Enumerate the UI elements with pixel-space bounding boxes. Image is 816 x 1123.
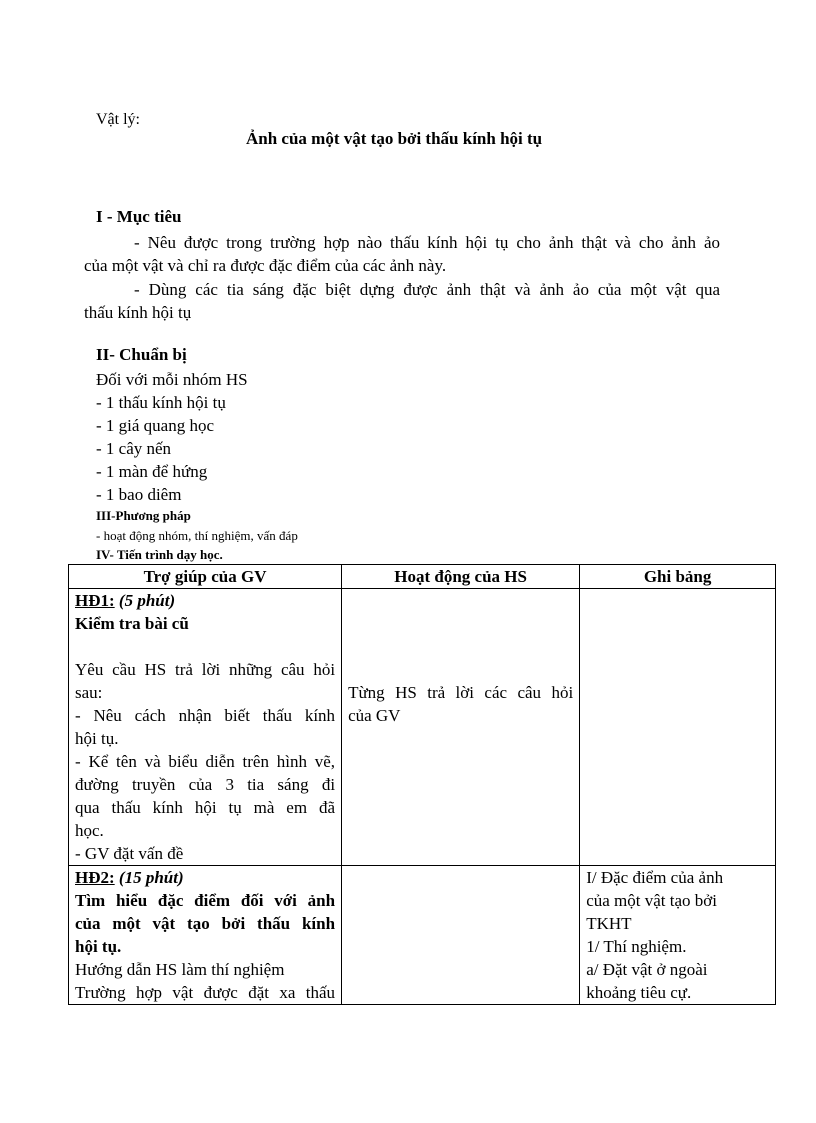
header-gv: Trợ giúp của GV — [69, 565, 342, 589]
section1-para2-line1: - Dùng các tia sáng đặc biệt dựng được ảnh thật và ảnh ảo của một vật qua — [134, 280, 720, 299]
table-row — [69, 866, 776, 1005]
row1-gv-line: đường truyền của 3 tia sáng đi — [75, 775, 336, 794]
row2-subtitle-line: hội tụ. — [75, 937, 122, 956]
row2-board-line: I/ Đặc điểm của ảnh — [586, 868, 724, 887]
prep-item: - 1 màn để hứng — [96, 462, 208, 481]
row1-board-cell — [580, 589, 776, 866]
row1-hs-line: Từng HS trả lời các câu hỏi — [348, 683, 574, 702]
row2-gv-line: Trường hợp vật được đặt xa thấu — [75, 983, 336, 1002]
prep-item: - 1 thấu kính hội tụ — [96, 393, 226, 412]
row2-subtitle-line: của một vật tạo bởi thấu kính — [75, 914, 336, 933]
table-row — [69, 589, 776, 866]
row2-time: (15 phút) — [118, 868, 184, 887]
row1-gv-line: hội tụ. — [75, 729, 119, 748]
row1-hs-cell — [342, 589, 580, 866]
table-header-row — [69, 565, 776, 589]
row1-label: HĐ1: — [75, 591, 115, 610]
row2-subtitle-line: Tìm hiểu đặc điểm đối với ảnh — [75, 891, 336, 910]
section2-heading: II- Chuẩn bị — [96, 345, 187, 364]
row1-time: (5 phút) — [118, 591, 176, 610]
row1-gv-line: học. — [75, 821, 104, 840]
prep-item: - 1 bao diêm — [96, 485, 182, 504]
section1-para1-line2: của một vật và chỉ ra được đặc điểm của các ảnh này. — [84, 256, 447, 275]
row2-label: HĐ2: — [75, 868, 115, 887]
section3-heading: III-Phương pháp — [96, 508, 191, 523]
page-title: Ảnh của một vật tạo bởi thấu kính hội tụ — [246, 129, 543, 148]
row2-board-cell — [580, 866, 776, 1005]
section4-heading: IV- Tiến trình dạy học. — [96, 547, 223, 562]
header-hs: Hoạt động của HS — [342, 565, 580, 589]
prep-item: - 1 cây nến — [96, 439, 172, 458]
row1-gv-line: qua thấu kính hội tụ mà em đã — [75, 798, 336, 817]
row2-board-line: khoảng tiêu cự. — [586, 983, 692, 1002]
row1-hs-line: của GV — [348, 706, 401, 725]
section1-para2-line2: thấu kính hội tụ — [84, 303, 192, 322]
row1-gv-line: Yêu cầu HS trả lời những câu hỏi — [75, 660, 336, 679]
subject-label: Vật lý: — [96, 111, 140, 128]
row2-gv-line: Hướng dẫn HS làm thí nghiệm — [75, 960, 285, 979]
row2-board-line: a/ Đặt vật ở ngoài — [586, 960, 708, 979]
row1-gv-line: sau: — [75, 683, 103, 702]
row2-board-line: của một vật tạo bởi — [586, 891, 717, 910]
section1-para1-line1: - Nêu được trong trường hợp nào thấu kính hội tụ cho ảnh thật và cho ảnh ảo — [134, 233, 720, 252]
section3-text: - hoạt động nhóm, thí nghiệm, vấn đáp — [96, 528, 298, 543]
section1-heading: I - Mục tiêu — [96, 207, 182, 226]
row1-gv-cell — [69, 589, 342, 866]
prep-item: - 1 giá quang học — [96, 416, 215, 435]
row1-gv-line: - GV đặt vấn đề — [75, 844, 184, 863]
header-board: Ghi bảng — [580, 565, 776, 589]
row1-subtitle: Kiểm tra bài cũ — [75, 614, 189, 633]
lesson-table — [68, 564, 776, 1005]
row2-gv-cell — [69, 866, 342, 1005]
row2-board-line: 1/ Thí nghiệm. — [586, 937, 687, 956]
section2-intro: Đối với mỗi nhóm HS — [96, 370, 248, 389]
row1-gv-line: - Nêu cách nhận biết thấu kính — [75, 706, 336, 725]
row2-hs-cell — [342, 866, 580, 1005]
row2-board-line: TKHT — [586, 914, 632, 933]
row1-gv-line: - Kể tên và biểu diễn trên hình vẽ, — [75, 752, 336, 771]
